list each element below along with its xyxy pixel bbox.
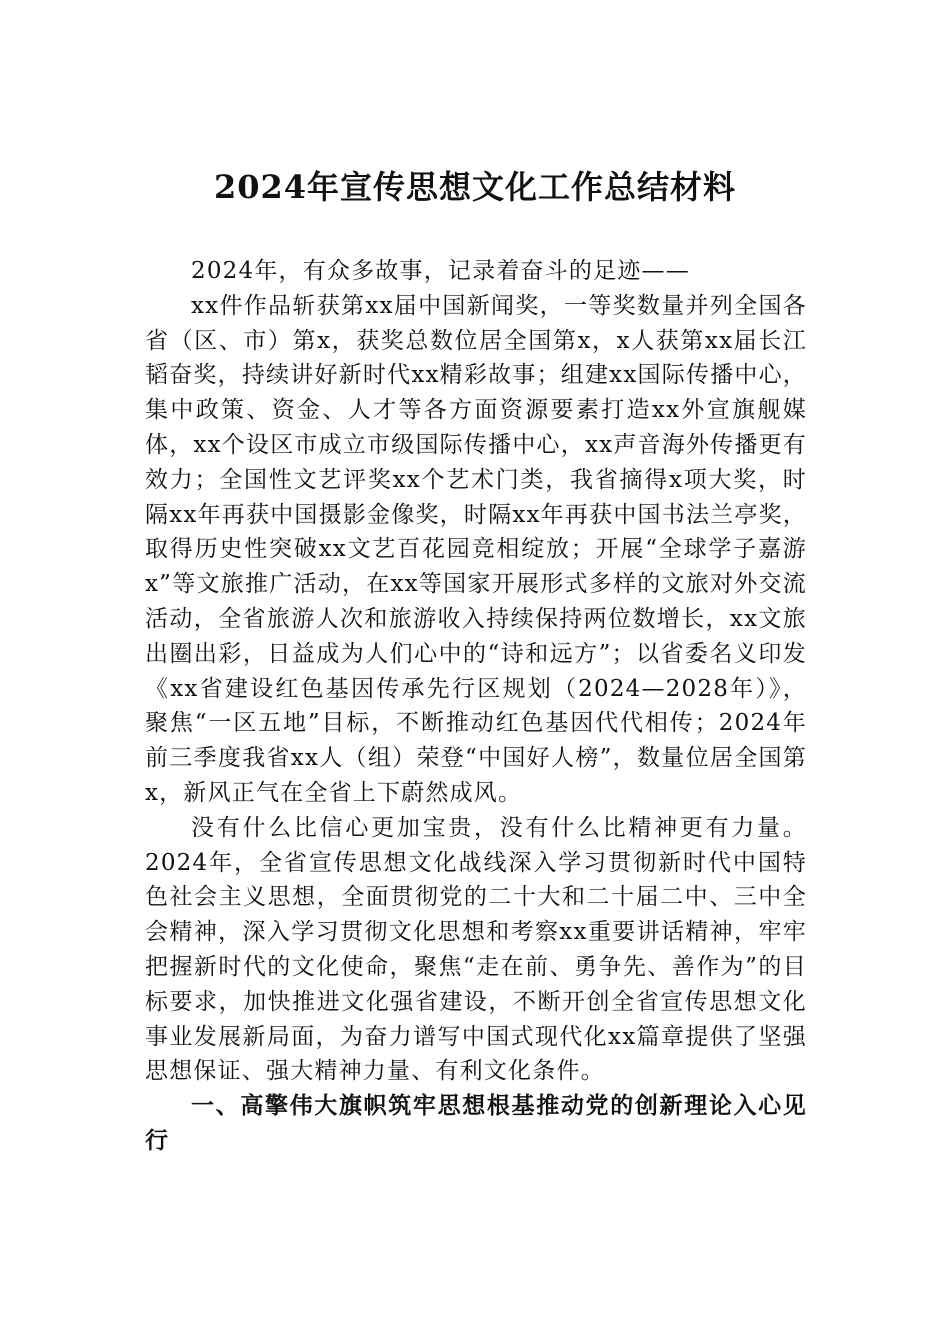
document-title: 2024年宣传思想文化工作总结材料 [213,168,737,206]
paragraph-achievements: xx件作品斩获第xx届中国新闻奖，一等奖数量并列全国各省（区、市）第x，获奖总数位居全国第x，x人获第xx届长江韬奋奖，持续讲好新时代xx精彩故事；组建xx国际传播中心，集中政策、资金、人才等各方面资源要素打造xx外宣旗舰媒体，xx个设区市成立市级国际传播中心，xx声音海外传播更有效力；全国性文艺评奖xx个艺术门类，我省摘得x项大奖，时隔xx年再获中国摄影金像奖，时隔xx年再获中国书法兰亭奖，取得历史性突破xx文艺百花园竞相绽放；开展“全球学子嘉游x”等文旅推广活动，在xx等国家开展形式多样的文旅对外交流活动，全省旅游人次和旅游收入持续保持两位数增长，xx文旅出圈出彩，日益成为人们心中的“诗和远方”；以省委名义印发《xx省建设红色基因传承先行区规划（2024—2028年）》，聚焦“一区五地”目标，不断推动红色基因代代相传；2024年前三季度我省xx人（组）荣登“中国好人榜”，数量位居全国第x，新风正气在全省上下蔚然成风。 [145,292,807,806]
paragraph-intro: 2024年，有众多故事，记录着奋斗的足迹—— [191,258,690,284]
document-body [145,254,807,1159]
paragraph-summary: 没有什么比信心更加宝贵，没有什么比精神更有力量。2024年，全省宣传思想文化战线深入学习贯彻新时代中国特色社会主义思想，全面贯彻党的二十大和二十届二中、三中全会精神，深入学习贯彻文化思想和考察xx重要讲话精神，牢牢把握新时代的文化使命，聚焦“走在前、勇争先、善作为”的目标要求，加快推进文化强省建设，不断开创全省宣传思想文化事业发展新局面，为奋力谱写中国式现代化xx篇章提供了坚强思想保证、强大精神力量、有利文化条件。 [145,814,807,1085]
section-heading: 一、高擎伟大旗帜筑牢思想根基推动党的创新理论入心见行 [145,1092,807,1154]
